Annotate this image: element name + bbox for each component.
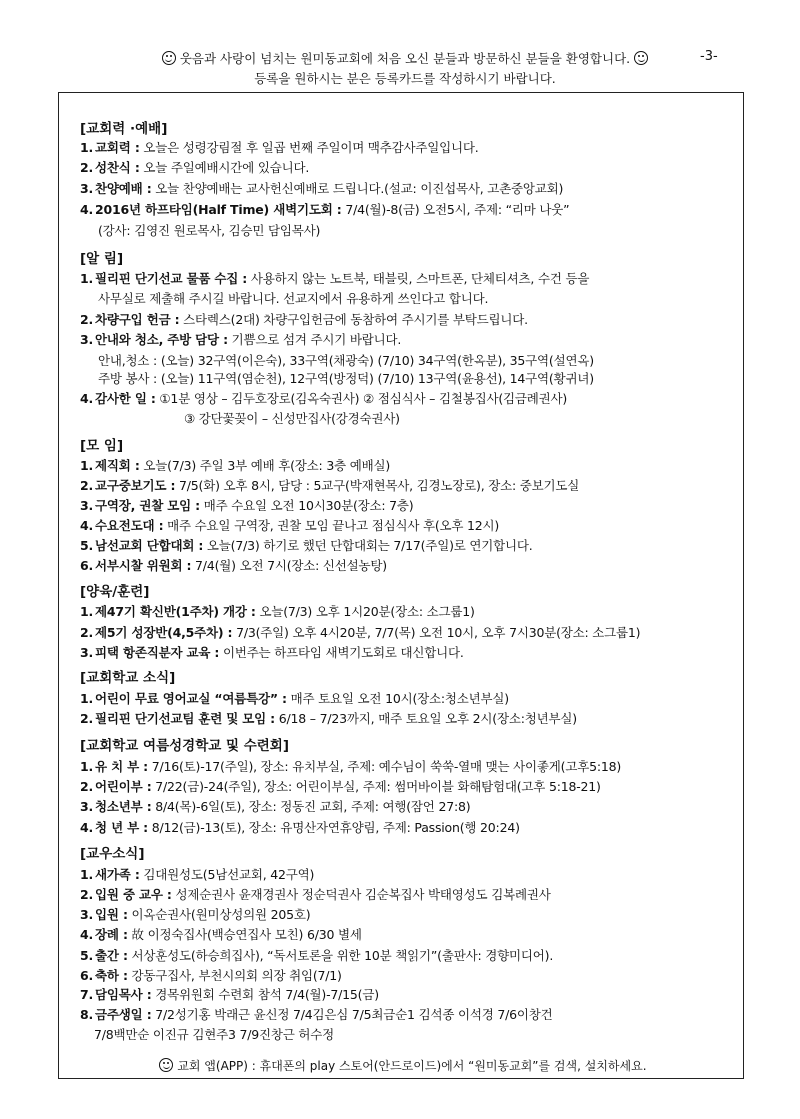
item-text: 서상훈성도(하승희집사), “독서토론을 위한 10분 책읽기”(출판사: 경향미디어).: [127, 948, 554, 963]
item-text: 오늘 찬양예배는 교사헌신예배로 드립니다.(설교: 이진섭목사, 고촌중앙교회): [151, 181, 564, 196]
item-text: 매주 수요일 오전 10시30분(장소: 7층): [199, 498, 414, 513]
item-label: 서부시찰 위원회 :: [95, 558, 192, 573]
item-label: 수요전도대 :: [95, 518, 164, 533]
list-item: [80, 138, 479, 156]
item-number: 1.: [80, 271, 94, 286]
list-item: [80, 643, 464, 661]
item-text: 7/4(월) 오전 7시(장소: 신선설농탕): [191, 558, 387, 573]
footer-text: 교회 앱(APP) : 휴대폰의 play 스토어(안드로이드)에서 “원미동교회”를 검색, 설치하세요.: [177, 1059, 647, 1073]
item-number: 6.: [80, 968, 94, 983]
item-label: 어린이 무료 영어교실 “여름특강” :: [95, 691, 287, 706]
list-item: [80, 905, 310, 923]
list-item: [80, 1005, 553, 1023]
item-text: 7/2성기홍 박래근 윤신정 7/4김은심 7/5최금순1 김석종 이석경 7/6이창건: [151, 1007, 553, 1022]
item-text: 이번주는 하프타임 새벽기도회로 대신합니다.: [219, 645, 464, 660]
section-title: [교회력 ·예배]: [80, 121, 168, 137]
continuation-text: 사무실로 제출해 주시길 바랍니다. 선교지에서 유용하게 쓰인다고 합니다.: [98, 291, 489, 306]
welcome-text: 웃음과 사랑이 넘치는 원미동교회에 처음 오신 분들과 방문하신 분들을 환영합니다.: [179, 51, 631, 66]
item-text: 사용하지 않는 노트북, 태블릿, 스마트폰, 단체티셔츠, 수건 등을: [247, 271, 590, 286]
item-text: 8/12(금)-13(토), 장소: 유명산자연휴양림, 주제: Passion(행 20:24): [147, 820, 520, 835]
item-number: 3.: [80, 498, 94, 513]
item-number: 3.: [80, 645, 94, 660]
item-text: 7/5(화) 오후 8시, 담당 : 5교구(박재현목사, 김경노장로), 장소: 중보기도실: [175, 478, 580, 493]
item-label: 남선교회 단합대회 :: [95, 538, 204, 553]
item-text: 오늘은 성령강림절 후 일곱 번째 주일이며 맥추감사주일입니다.: [139, 140, 479, 155]
list-item: [80, 158, 309, 176]
item-label: 장례 :: [95, 927, 128, 942]
item-number: 3.: [80, 181, 94, 196]
list-item: [80, 179, 563, 197]
list-item: [80, 757, 621, 775]
list-item: [80, 777, 601, 795]
smiley-icon: [634, 51, 648, 65]
item-number: 7.: [80, 987, 94, 1002]
item-label: 2016년 하프타임(Half Time) 새벽기도회 :: [95, 202, 342, 217]
item-label: 제직회 :: [95, 458, 140, 473]
item-number: 1.: [80, 604, 94, 619]
item-text: ①1분 영상 – 김두호장로(김옥숙권사) ② 점심식사 – 김철봉집사(김금례권사): [155, 391, 568, 406]
list-item: [80, 946, 553, 964]
item-label: 축하 :: [95, 968, 128, 983]
item-label: 제47기 확신반(1주차) 개강 :: [95, 604, 256, 619]
item-label: 제5기 성장반(4,5주차) :: [95, 625, 233, 640]
item-label: 어린이부 :: [95, 779, 152, 794]
item-text: 7/3(주일) 오후 4시20분, 7/7(목) 오전 10시, 오후 7시30분(장소: 소그룹1): [232, 625, 641, 640]
item-text: 매주 토요일 오전 10시(장소:청소년부실): [286, 691, 509, 706]
item-number: 2.: [80, 887, 94, 902]
list-item: [80, 496, 413, 514]
item-number: 4.: [80, 391, 94, 406]
item-label: 유 치 부 :: [95, 759, 148, 774]
item-label: 감사한 일 :: [95, 391, 156, 406]
item-label: 구역장, 권찰 모임 :: [95, 498, 200, 513]
item-label: 청소년부 :: [95, 799, 152, 814]
item-text: 오늘(7/3) 오후 1시20분(장소: 소그룹1): [255, 604, 475, 619]
item-text: 6/18 – 7/23까지, 매주 토요일 오후 2시(장소:청년부실): [274, 711, 577, 726]
list-item: [80, 885, 551, 903]
smiley-icon: [162, 51, 176, 65]
list-item: [80, 310, 528, 328]
item-number: 2.: [80, 779, 94, 794]
item-text: 7/22(금)-24(주일), 장소: 어린이부실, 주제: 썸머바이블 화해탐험대(고후 5:18-21): [151, 779, 601, 794]
item-label: 차량구입 헌금 :: [95, 312, 180, 327]
item-number: 5.: [80, 948, 94, 963]
item-number: 4.: [80, 820, 94, 835]
header-line-1: [60, 49, 750, 67]
continuation-text: 7/8백만순 이진규 김현주3 7/9진창근 허수정: [94, 1027, 335, 1042]
item-number: 1.: [80, 458, 94, 473]
item-number: 2.: [80, 160, 94, 175]
item-text: 오늘 주일예배시간에 있습니다.: [139, 160, 310, 175]
continuation-text: 주방 봉사 : (오늘) 11구역(염순천), 12구역(방정덕) (7/10) 13구역(윤용선), 14구역(황귀녀): [98, 371, 594, 386]
item-text: 기쁨으로 섬겨 주시기 바랍니다.: [227, 332, 402, 347]
item-number: 4.: [80, 518, 94, 533]
item-text: 8/4(목)-6일(토), 장소: 정동진 교회, 주제: 여행(잠언 27:8): [151, 799, 471, 814]
list-item: [80, 709, 577, 727]
section-title: [교우소식]: [80, 846, 145, 862]
item-label: 필리핀 단기선교팀 훈련 및 모임 :: [95, 711, 275, 726]
list-item: [80, 689, 509, 707]
list-item: [94, 1025, 334, 1043]
item-number: 1.: [80, 759, 94, 774]
section-title: [교회학교 소식]: [80, 670, 176, 686]
section-title: [교회학교 여름성경학교 및 수련회]: [80, 738, 290, 754]
item-number: 3.: [80, 332, 94, 347]
list-item: [80, 623, 640, 641]
list-item: [80, 269, 589, 287]
item-label: 피택 항존직분자 교육 :: [95, 645, 220, 660]
list-item: [80, 985, 379, 1003]
item-number: 5.: [80, 538, 94, 553]
list-item: [80, 797, 470, 815]
item-number: 2.: [80, 478, 94, 493]
item-number: 4.: [80, 927, 94, 942]
list-item: [80, 476, 579, 494]
item-label: 출간 :: [95, 948, 128, 963]
continuation-text: 안내,청소 : (오늘) 32구역(이은숙), 33구역(채광숙) (7/10) 34구역(한옥분), 35구역(설연옥): [98, 353, 594, 368]
continuation-text: ③ 강단꽃꽂이 – 신성만집사(강경숙권사): [184, 411, 400, 426]
item-number: 2.: [80, 312, 94, 327]
item-number: 3.: [80, 799, 94, 814]
item-number: 8.: [80, 1007, 94, 1022]
section-title: [모 임]: [80, 438, 124, 454]
item-label: 새가족 :: [95, 867, 140, 882]
list-item: [98, 221, 320, 239]
list-item: [80, 516, 499, 534]
item-text: 성제순권사 윤재경권사 정순덕권사 김순복집사 박태영성도 김복례권사: [171, 887, 551, 902]
list-item: [80, 556, 387, 574]
item-number: 4.: [80, 202, 94, 217]
item-label: 필리핀 단기선교 물품 수집 :: [95, 271, 248, 286]
item-text: 이옥순권사(원미상성의원 205호): [127, 907, 311, 922]
list-item: [80, 865, 314, 883]
item-text: 김대원성도(5남선교회, 42구역): [139, 867, 315, 882]
item-number: 1.: [80, 867, 94, 882]
item-label: 교회력 :: [95, 140, 140, 155]
item-label: 금주생일 :: [95, 1007, 152, 1022]
list-item: [184, 409, 400, 427]
item-text: 故 이정숙집사(백승연집사 모친) 6/30 별세: [127, 927, 362, 942]
list-item: [80, 818, 520, 836]
item-label: 교구중보기도 :: [95, 478, 176, 493]
list-item: [80, 925, 362, 943]
item-text: 오늘(7/3) 주일 3부 예배 후(장소: 3층 예배실): [139, 458, 391, 473]
item-number: 6.: [80, 558, 94, 573]
item-label: 입원 중 교우 :: [95, 887, 172, 902]
item-text: 7/16(토)-17(주일), 장소: 유치부실, 주제: 예수님이 쑥쑥-열매 맺는 사이좋게(고후5:18): [147, 759, 622, 774]
item-number: 1.: [80, 140, 94, 155]
list-item: [80, 330, 401, 348]
item-number: 3.: [80, 907, 94, 922]
list-item: [80, 456, 390, 474]
item-number: 1.: [80, 691, 94, 706]
list-item: [80, 389, 567, 407]
item-text: 매주 수요일 구역장, 권찰 모임 끝나고 점심식사 후(오후 12시): [163, 518, 500, 533]
item-label: 찬양예배 :: [95, 181, 152, 196]
list-item: [80, 602, 475, 620]
list-item: [80, 536, 533, 554]
item-label: 담임목사 :: [95, 987, 152, 1002]
item-label: 청 년 부 :: [95, 820, 148, 835]
list-item: [80, 200, 569, 218]
section-title: [양육/훈련]: [80, 584, 150, 600]
continuation-text: (강사: 김영진 원로목사, 김승민 담임목사): [98, 223, 321, 238]
list-item: [98, 369, 594, 387]
header-line-2: 등록을 원하시는 분은 등록카드를 작성하시기 바랍니다.: [254, 71, 556, 86]
item-text: 강동구집사, 부천시의회 의장 취임(7/1): [127, 968, 342, 983]
item-label: 성찬식 :: [95, 160, 140, 175]
list-item: [80, 966, 342, 984]
smiley-icon: [159, 1058, 173, 1072]
item-text: 스타렉스(2대) 차량구입헌금에 동참하여 주시기를 부탁드립니다.: [179, 312, 528, 327]
section-title: [알 림]: [80, 251, 124, 267]
item-number: 2.: [80, 625, 94, 640]
item-text: 7/4(월)-8(금) 오전5시, 주제: “리마 나웃”: [341, 202, 570, 217]
list-item: [98, 289, 488, 307]
footer-line: [60, 1057, 746, 1074]
item-text: 경목위원회 수련회 참석 7/4(월)-7/15(금): [151, 987, 379, 1002]
item-label: 안내와 청소, 주방 담당 :: [95, 332, 228, 347]
list-item: [98, 351, 594, 369]
item-label: 입원 :: [95, 907, 128, 922]
item-number: 2.: [80, 711, 94, 726]
item-text: 오늘(7/3) 하기로 했던 단합대회는 7/17(주일)로 연기합니다.: [203, 538, 533, 553]
page-number: -3-: [700, 49, 718, 64]
